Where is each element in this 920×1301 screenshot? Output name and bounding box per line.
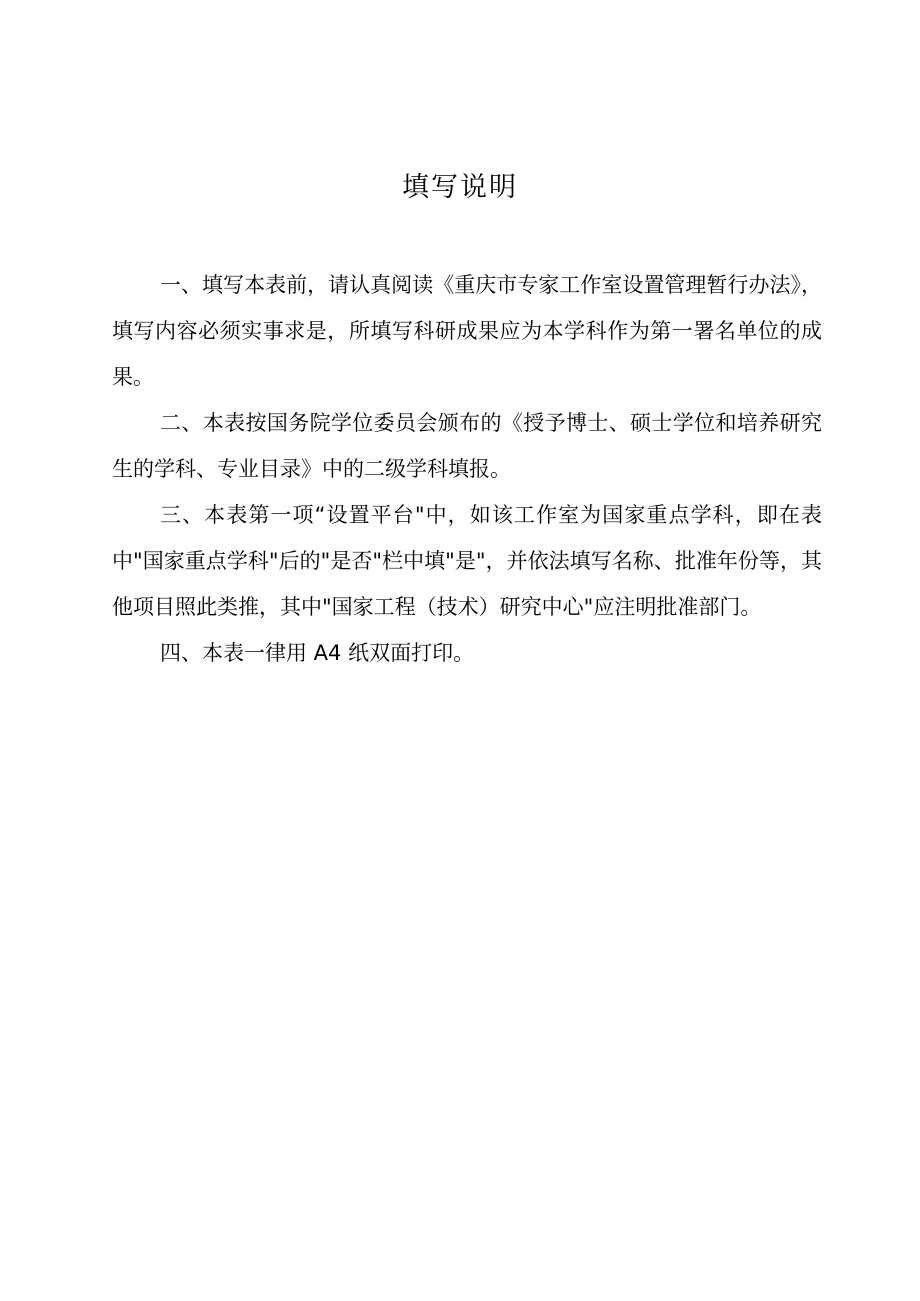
instruction-paragraph-2: 二、本表按国务院学位委员会颁布的《授予博士、硕士学位和培养研究生的学科、专业目录》中的二级学科填报。 bbox=[112, 411, 822, 481]
instruction-paragraph-4: 四、本表一律用 A4 纸双面打印。 bbox=[160, 641, 475, 665]
page-title: 填写说明 bbox=[402, 172, 518, 203]
instruction-paragraph-3: 三、本表第一项“设置平台"中，如该工作室为国家重点学科，即在表中"国家重点学科"后的"是否"栏中填"是"，并依法填写名称、批准年份等，其他项目照此类推，其中"国家工程（技术）研究中心"应注明批准部门。 bbox=[112, 503, 822, 619]
instruction-paragraph-1: 一、填写本表前，请认真阅读《重庆市专家工作室设置管理暂行办法》，填写内容必须实事求是，所填写科研成果应为本学科作为第一署名单位的成果。 bbox=[112, 273, 822, 389]
instructions-body bbox=[112, 262, 822, 676]
